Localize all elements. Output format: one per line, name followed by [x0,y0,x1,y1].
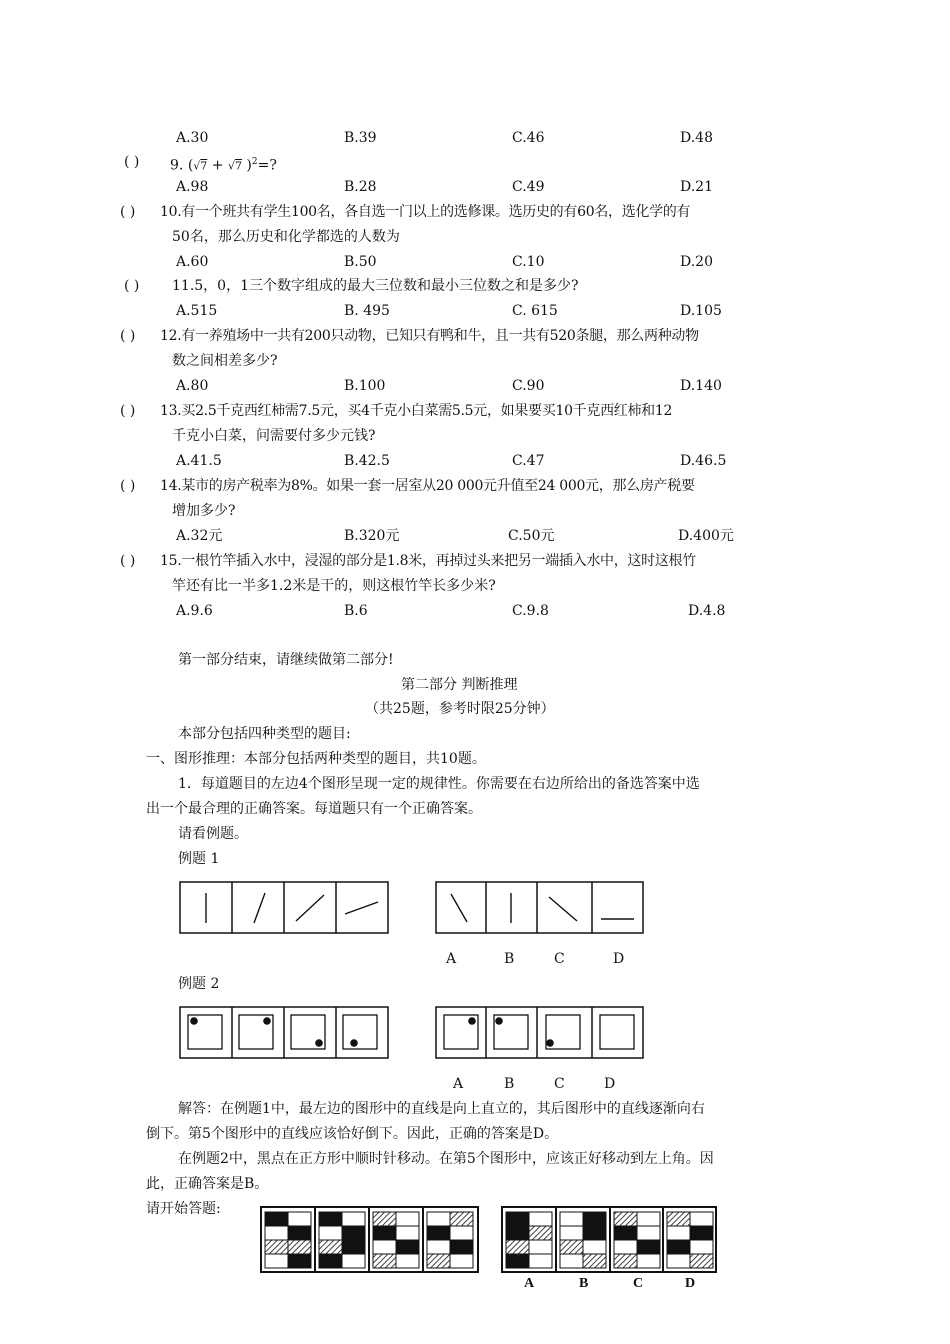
example2-question-figures [179,1006,390,1060]
q13-answer-paren: ( ) [120,403,136,419]
part2-intro: 本部分包括四种类型的题目: [178,726,351,742]
q9-option-c: C.49 [512,179,545,195]
q13-stem-line1: 13.买2.5千克西红柿需7.5元，买4千克小白菜需5.5元，如果要买10千克西红柿和12 [160,403,673,419]
q15-stem-line1: 15.一根竹竿插入水中，浸湿的部分是1.8米，再掉过头来把另一端插入水中，这时这根竹 [160,553,696,569]
example1-question-figures [179,881,390,935]
section1-heading: 一、图形推理：本部分包括两种类型的题目，共10题。 [146,751,486,767]
q14-answer-paren: ( ) [120,478,136,494]
q9-stem: 9. (√7 + √7 )$^2$=? [170,157,277,174]
answer-explanation-line2: 倒下。第5个图形中的直线应该恰好倒下。因此，正确的答案是D。 [146,1126,559,1142]
q11-option-a: A.515 [176,303,218,319]
q12-option-b: B.100 [344,378,386,394]
answer-explanation-line4: 此，正确答案是B。 [146,1176,269,1192]
rule-line1: 1．每道题目的左边4个图形呈现一定的规律性。你需要在右边所给出的备选答案中选 [178,776,700,792]
q8-option-d: D.48 [680,130,713,146]
q15-stem-line2: 竿还有比一半多1.2米是干的，则这根竹竿长多少米? [172,578,496,594]
example1-label-a: A [446,951,457,967]
q11-stem: 11.5，0，1三个数字组成的最大三位数和最小三位数之和是多少? [172,278,579,294]
q11-answer-paren: ( ) [124,278,140,294]
question1-label-b: B [579,1276,589,1291]
q9-answer-paren: ( ) [124,154,140,170]
example2-label-c: C [554,1076,565,1092]
question1-label-a: A [524,1276,535,1291]
q10-option-d: D.20 [680,254,713,270]
q15-option-b: B.6 [344,603,368,619]
example2-title: 例题 2 [178,976,220,992]
answer-explanation-line1: 解答：在例题1中，最左边的图形中的直线是向上直立的，其后图形中的直线逐渐向右 [178,1101,705,1117]
q15-option-d: D.4.8 [688,603,726,619]
example1-option-figures [435,881,645,935]
example1-label-d: D [613,951,625,967]
part2-title: 第二部分 判断推理 [401,677,518,693]
example2-label-d: D [604,1076,616,1092]
q13-option-b: B.42.5 [344,453,390,469]
question1-label-c: C [633,1276,644,1291]
example1-label-c: C [554,951,565,967]
q10-answer-paren: ( ) [120,204,136,220]
q8-option-c: C.46 [512,130,545,146]
example2-label-b: B [504,1076,515,1092]
q11-option-d: D.105 [680,303,722,319]
q14-option-c: C.50元 [508,528,555,544]
question1-label-d: D [685,1276,696,1291]
q15-answer-paren: ( ) [120,553,136,569]
q14-option-a: A.32元 [176,528,223,544]
q10-stem-line2: 50名，那么历史和化学都选的人数为 [172,229,400,245]
question1-pattern-figures [260,1206,720,1274]
q15-option-c: C.9.8 [512,603,549,619]
q9-option-b: B.28 [344,179,377,195]
q10-option-c: C.10 [512,254,545,270]
see-example-text: 请看例题。 [178,826,248,842]
q12-answer-paren: ( ) [120,328,136,344]
q14-option-d: D.400元 [678,528,734,544]
example2-option-figures [435,1006,645,1060]
q10-option-b: B.50 [344,254,377,270]
q13-stem-line2: 千克小白菜，问需要付多少元钱? [172,428,376,444]
q13-option-c: C.47 [512,453,545,469]
q8-option-b: B.39 [344,130,377,146]
q10-stem-line1: 10.有一个班共有学生100名，各自选一门以上的选修课。选历史的有60名，选化学的有 [160,204,691,220]
part2-subtitle: （共25题，参考时限25分钟） [365,701,555,717]
q11-option-b: B. 495 [344,303,390,319]
part1-end-text: 第一部分结束，请继续做第二部分! [178,652,394,668]
q13-option-d: D.46.5 [680,453,727,469]
q9-option-a: A.98 [176,179,209,195]
q15-option-a: A.9.6 [176,603,213,619]
start-answering-text: 请开始答题: [146,1201,221,1217]
q12-stem-line2: 数之间相差多少? [172,353,278,369]
rule-line2: 出一个最合理的正确答案。每道题只有一个正确答案。 [146,801,482,817]
q14-stem-line1: 14.某市的房产税率为8%。如果一套一居室从20 000元升值至24 000元，那么房产税要 [160,478,695,494]
q12-option-a: A.80 [176,378,209,394]
q14-stem-line2: 增加多少? [172,503,236,519]
q14-option-b: B.320元 [344,528,400,544]
q12-stem-line1: 12.有一养殖场中一共有200只动物，已知只有鸭和牛，且一共有520条腿，那么两种动物 [160,328,699,344]
q10-option-a: A.60 [176,254,209,270]
q9-option-d: D.21 [680,179,713,195]
q12-option-c: C.90 [512,378,545,394]
answer-explanation-line3: 在例题2中，黑点在正方形中顺时针移动。在第5个图形中，应该正好移动到左上角。因 [178,1151,714,1167]
q8-option-a: A.30 [176,130,209,146]
q13-option-a: A.41.5 [176,453,222,469]
q12-option-d: D.140 [680,378,722,394]
example2-label-a: A [453,1076,464,1092]
example1-title: 例题 1 [178,851,220,867]
q11-option-c: C. 615 [512,303,558,319]
example1-label-b: B [504,951,515,967]
